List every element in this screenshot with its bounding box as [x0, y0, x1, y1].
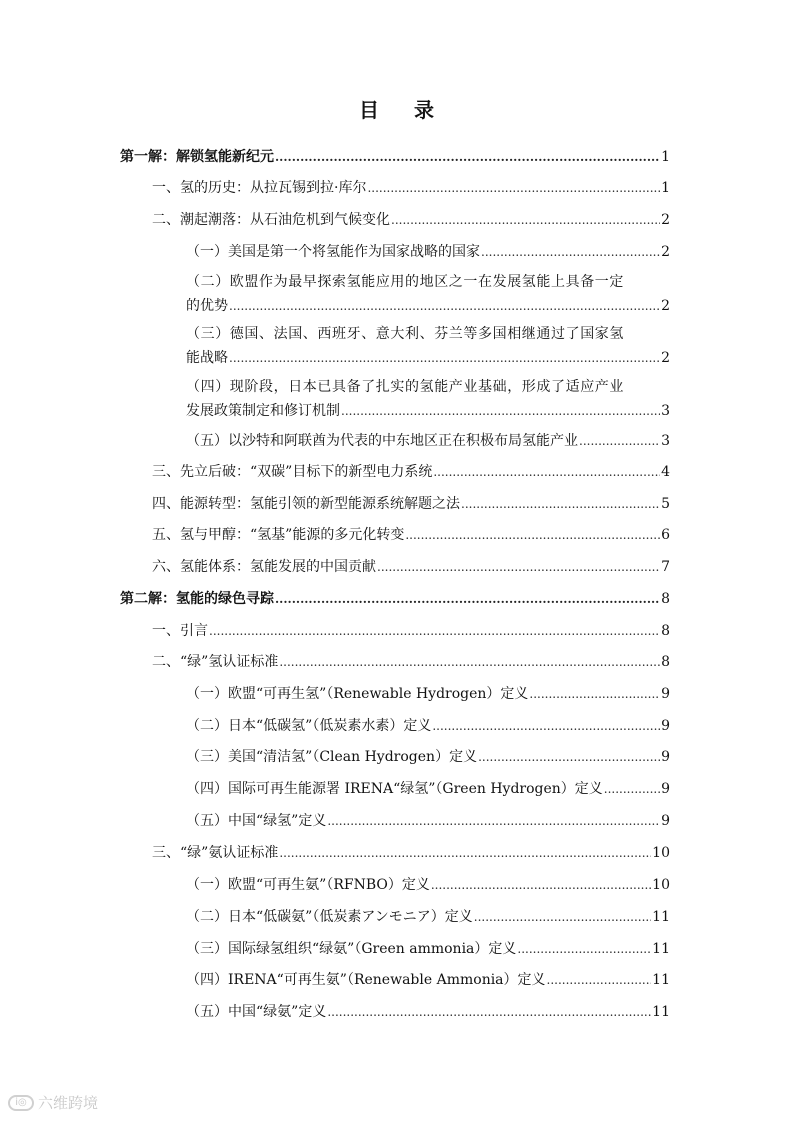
toc-entry[interactable] [186, 940, 670, 958]
toc-entry[interactable] [120, 148, 670, 166]
toc-leader [229, 349, 660, 367]
toc-entry-text: （四）IRENA“可再生氨”（Renewable Ammonia）定义 [186, 972, 546, 988]
toc-leader [275, 148, 660, 166]
toc-entry-line1[interactable]: （二）欧盟作为最早探索氢能应用的地区之一在发展氢能上具备一定 [186, 274, 624, 290]
toc-entry-text: （二）日本“低碳氨”（低炭素アンモニア）定义 [186, 909, 473, 925]
toc-entry[interactable] [186, 685, 670, 703]
page-title: 目 录 [359, 98, 448, 122]
toc-entry-line1[interactable]: （四）现阶段，日本已具备了扎实的氢能产业基础，形成了适应产业 [186, 379, 624, 395]
toc-entry-page: 2 [661, 350, 670, 366]
toc-entry-page: 2 [661, 212, 670, 228]
toc-entry[interactable] [186, 780, 670, 798]
toc-entry-page: 9 [661, 749, 670, 765]
toc-entry-page: 10 [652, 877, 670, 893]
toc-entry[interactable] [152, 179, 670, 197]
toc-entry-page: 9 [661, 718, 670, 734]
toc-entry-text: 五、氢与甲醇：“氢基”能源的多元化转变 [152, 527, 405, 543]
toc-entry-text: （一）美国是第一个将氢能作为国家战略的国家 [186, 244, 480, 260]
toc-leader [377, 558, 660, 576]
toc-entry-text: 的优势 [186, 298, 228, 314]
toc-entry-text: 二、潮起潮落：从石油危机到气候变化 [152, 212, 390, 228]
toc-entry-text: （四）国际可再生能源署 IRENA“绿氢”（Green Hydrogen）定义 [186, 781, 603, 797]
toc-entry-page: 2 [661, 244, 670, 260]
toc-leader [391, 211, 660, 229]
toc-entry[interactable] [186, 748, 670, 766]
toc-entry-page: 3 [661, 403, 670, 419]
toc-entry[interactable] [186, 812, 670, 830]
toc-leader [474, 908, 651, 926]
toc-entry-page: 2 [661, 298, 670, 314]
toc-entry[interactable] [186, 243, 670, 261]
toc-entry[interactable] [186, 349, 670, 367]
toc-entry-text: （五）中国“绿氨”定义 [186, 1004, 327, 1020]
toc-entry-text: （五）中国“绿氢”定义 [186, 813, 327, 829]
toc-entry-text: 一、引言 [152, 623, 208, 639]
toc-entry[interactable] [186, 717, 670, 735]
toc-entry-page: 11 [652, 909, 670, 925]
toc-entry[interactable] [152, 463, 670, 481]
toc-entry-text: 发展政策制定和修订机制 [186, 403, 340, 419]
toc-entry[interactable] [152, 653, 670, 671]
toc-leader [529, 685, 660, 703]
toc-entry-text: （三）美国“清洁氢”（Clean Hydrogen）定义 [186, 749, 478, 765]
watermark-logo-icon: i◎ [8, 1095, 34, 1111]
toc-entry-text: （五）以沙特和阿联酋为代表的中东地区正在积极布局氢能产业 [186, 433, 578, 449]
toc-entry[interactable] [186, 1003, 670, 1021]
toc-leader [279, 844, 651, 862]
toc-entry[interactable] [152, 211, 670, 229]
toc-entry-page: 9 [661, 686, 670, 702]
toc-entry-text: 一、氢的历史：从拉瓦锡到拉·库尔 [152, 180, 367, 196]
toc-leader [481, 243, 660, 261]
toc-entry[interactable] [120, 590, 670, 608]
toc-entry-text: 第二解：氢能的绿色寻踪 [120, 591, 274, 607]
toc-entry[interactable] [186, 971, 670, 989]
toc-entry[interactable] [152, 622, 670, 640]
toc-entry[interactable] [152, 526, 670, 544]
toc-entry-text: （一）欧盟“可再生氢”（Renewable Hydrogen）定义 [186, 686, 529, 702]
toc-entry-page: 5 [661, 496, 670, 512]
toc-entry-text: 第一解：解锁氢能新纪元 [120, 149, 274, 165]
toc-leader [229, 297, 660, 315]
toc-leader [478, 748, 660, 766]
watermark-text: 六维跨境 [38, 1094, 99, 1112]
toc-entry[interactable] [186, 297, 670, 315]
toc-leader [341, 402, 660, 420]
toc-entry[interactable] [186, 432, 670, 450]
toc-leader [579, 432, 660, 450]
toc-entry-page: 8 [661, 591, 670, 607]
toc-entry-page: 11 [652, 941, 670, 957]
toc-entry-page: 6 [661, 527, 670, 543]
toc-entry-page: 4 [661, 464, 670, 480]
toc-entry-text: （二）日本“低碳氢”（低炭素水素）定义 [186, 718, 432, 734]
toc-leader [327, 812, 660, 830]
toc-leader [517, 940, 651, 958]
toc-entry-page: 9 [661, 813, 670, 829]
toc-entry-page: 10 [652, 845, 670, 861]
toc-entry-text: 二、“绿”氢认证标准 [152, 654, 279, 670]
toc-entry-page: 1 [661, 149, 670, 165]
toc-entry-page: 9 [661, 781, 670, 797]
toc-entry-text: 三、“绿”氨认证标准 [152, 845, 279, 861]
toc-entry-text: 四、能源转型：氢能引领的新型能源系统解题之法 [152, 496, 460, 512]
watermark [8, 1092, 98, 1113]
toc-entry-page: 3 [661, 433, 670, 449]
toc-leader [547, 971, 652, 989]
toc-leader [604, 780, 660, 798]
toc-entry-text: 能战略 [186, 350, 228, 366]
toc-entry-line1[interactable]: （三）德国、法国、西班牙、意大利、芬兰等多国相继通过了国家氢 [186, 326, 624, 342]
toc-leader [279, 653, 660, 671]
toc-leader [209, 622, 660, 640]
toc-leader [327, 1003, 651, 1021]
toc-leader [275, 590, 660, 608]
toc-entry-page: 1 [661, 180, 670, 196]
toc-entry-page: 7 [661, 559, 670, 575]
toc-entry-text: （三）国际绿氢组织“绿氨”（Green ammonia）定义 [186, 941, 517, 957]
toc-leader [432, 717, 660, 735]
toc-entry-page: 11 [652, 972, 670, 988]
toc-entry-page: 8 [661, 654, 670, 670]
toc-entry-page: 8 [661, 623, 670, 639]
toc-entry-text: （一）欧盟“可再生氨”（RFNBO）定义 [186, 877, 430, 893]
toc-entry[interactable] [186, 402, 670, 420]
toc-entry[interactable] [152, 844, 670, 862]
toc-entry[interactable] [152, 558, 670, 576]
toc-entry[interactable] [152, 495, 670, 513]
toc-entry-text: 六、氢能体系：氢能发展的中国贡献 [152, 559, 376, 575]
toc-leader [461, 495, 660, 513]
toc-leader [367, 179, 660, 197]
toc-entry[interactable] [186, 908, 670, 926]
toc-leader [405, 526, 660, 544]
toc-entry-page: 11 [652, 1004, 670, 1020]
toc-leader [433, 463, 660, 481]
toc-entry-text: 三、先立后破：“双碳”目标下的新型电力系统 [152, 464, 433, 480]
toc-leader [431, 876, 651, 894]
toc-entry[interactable] [186, 876, 670, 894]
